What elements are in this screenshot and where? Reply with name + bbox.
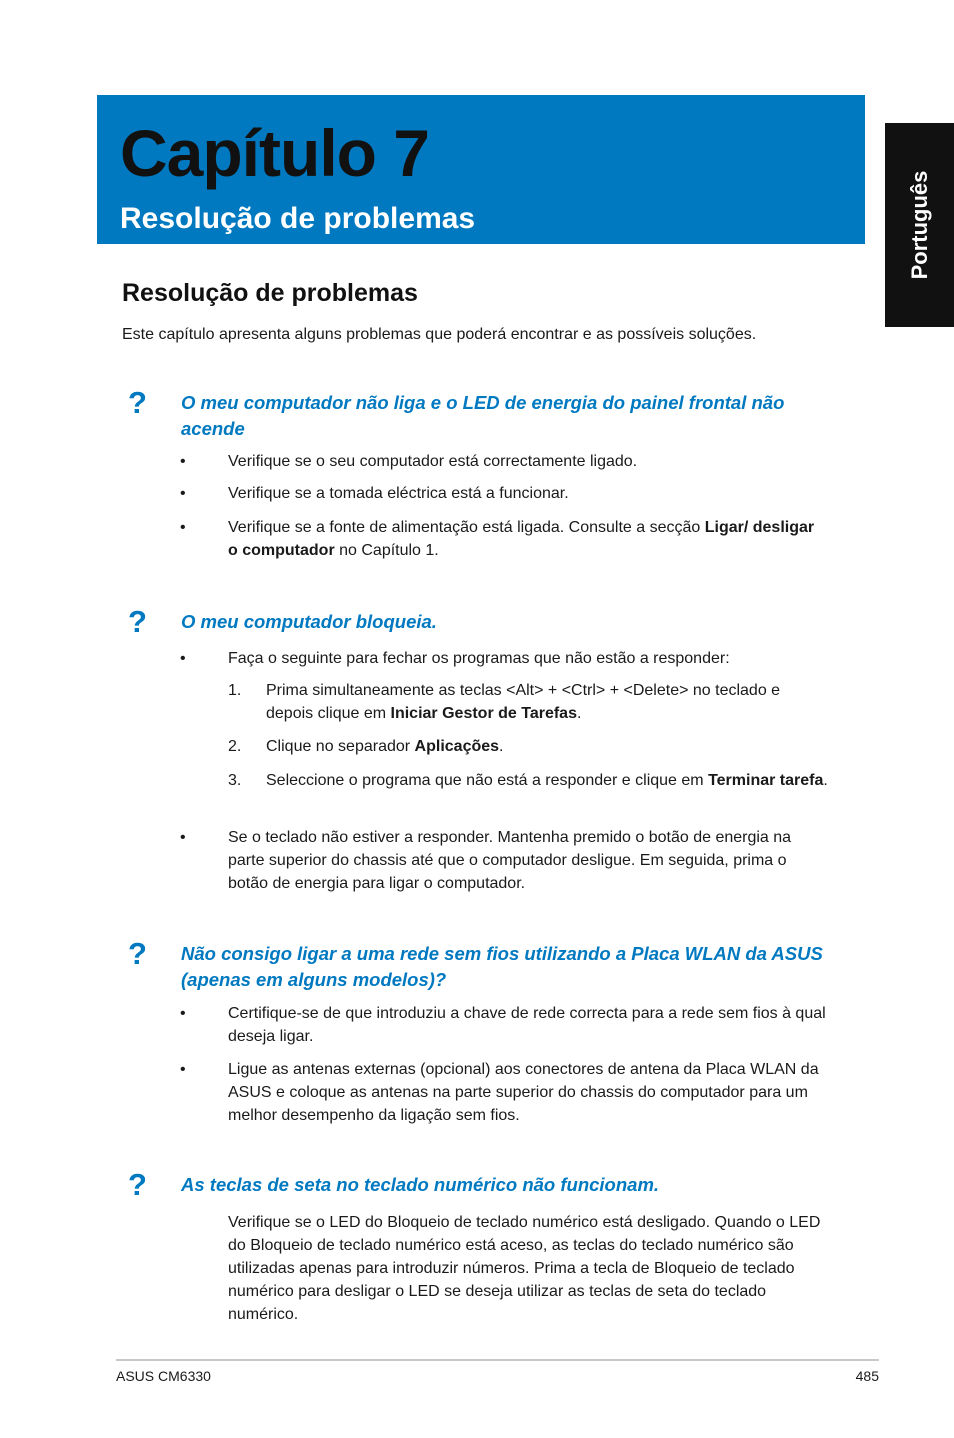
bold-reference: Ligar/ desligar o computador	[228, 519, 815, 559]
step-number: 3.	[228, 772, 242, 789]
bold-reference: Iniciar Gestor de Tarefas	[390, 705, 577, 722]
step-text	[266, 769, 828, 792]
chapter-banner	[97, 95, 865, 244]
question-text: Não consigo ligar a uma rede sem fios utilizando a Placa WLAN da ASUS (apenas em alguns modelos)?	[181, 943, 823, 990]
language-tab-label: Português	[906, 170, 932, 280]
question-mark-icon: ?	[128, 604, 147, 639]
chapter-title: Capítulo 7	[120, 116, 430, 190]
text-run: Seleccione o programa que não está a responder e clique em	[266, 772, 709, 789]
bullet-icon: •	[180, 829, 186, 846]
question-mark-icon: ?	[128, 936, 147, 971]
bullet-icon: •	[180, 485, 186, 502]
section-intro: Este capítulo apresenta alguns problemas que poderá encontrar e as possíveis soluções.	[122, 326, 757, 343]
list-item-text: Faça o seguinte para fechar os programas que não estão a responder:	[228, 650, 730, 667]
section-heading: Resolução de problemas	[122, 279, 418, 307]
text-run: .	[823, 772, 828, 789]
bullet-icon: •	[180, 650, 186, 667]
list-item-text: Se o teclado não estiver a responder. Mantenha premido o botão de energia na parte superior do chassis até que o computador desligue. Em seguida, prima o botão de energia para ligar o computador.	[228, 829, 792, 892]
text-run: Prima simultaneamente as teclas <Alt> + <Ctrl> + <Delete> no teclado e depois clique em	[266, 682, 781, 722]
language-tab	[885, 123, 954, 327]
bullet-icon: •	[180, 1005, 186, 1022]
bullet-icon: •	[180, 519, 186, 536]
list-item-text: Verifique se o seu computador está correctamente ligado.	[228, 453, 638, 470]
question-mark-icon: ?	[128, 385, 147, 420]
bold-reference: Aplicações	[414, 738, 500, 755]
footer-divider	[116, 1359, 879, 1361]
list-item-text	[228, 516, 828, 562]
text-run: Verifique se a fonte de alimentação está ligada. Consulte a secção	[228, 519, 705, 536]
bullet-icon: •	[180, 1061, 186, 1078]
text-run: .	[576, 705, 582, 722]
list-item-text: Certifique-se de que introduziu a chave de rede correcta para a rede sem fios à qual deseja ligar.	[228, 1005, 826, 1045]
text-run: Clique no separador	[266, 738, 415, 755]
step-number: 2.	[228, 738, 242, 755]
answer-paragraph: Verifique se o LED do Bloqueio de teclado numérico está desligado. Quando o LED do Bloqueio de teclado numérico está aceso, as teclas do teclado numérico são utilizadas apenas para introduzir números. Prima a tecla de Bloqueio de teclado numérico para desligar o LED se deseja utilizar as teclas de seta do teclado numérico.	[228, 1214, 821, 1323]
step-number: 1.	[228, 682, 242, 699]
question-mark-icon: ?	[128, 1167, 147, 1202]
text-run: .	[499, 738, 504, 755]
page-number: 485	[855, 1368, 879, 1384]
step-text	[266, 735, 828, 758]
step-text	[266, 679, 828, 725]
question-text: As teclas de seta no teclado numérico não funcionam.	[181, 1174, 660, 1195]
footer-product-name: ASUS CM6330	[116, 1368, 211, 1384]
bullet-icon: •	[180, 453, 186, 470]
text-run: no Capítulo 1.	[334, 542, 439, 559]
question-text: O meu computador bloqueia.	[181, 611, 437, 632]
chapter-subtitle: Resolução de problemas	[120, 202, 476, 235]
list-item-text: Verifique se a tomada eléctrica está a funcionar.	[228, 485, 569, 502]
question-text: O meu computador não liga e o LED de energia do painel frontal não acende	[181, 392, 785, 439]
list-item-text: Ligue as antenas externas (opcional) aos conectores de antena da Placa WLAN da ASUS e coloque as antenas na parte superior do chassis do computador para um melhor desempenho da ligação sem fios.	[228, 1061, 819, 1124]
bold-reference: Terminar tarefa	[708, 772, 824, 789]
